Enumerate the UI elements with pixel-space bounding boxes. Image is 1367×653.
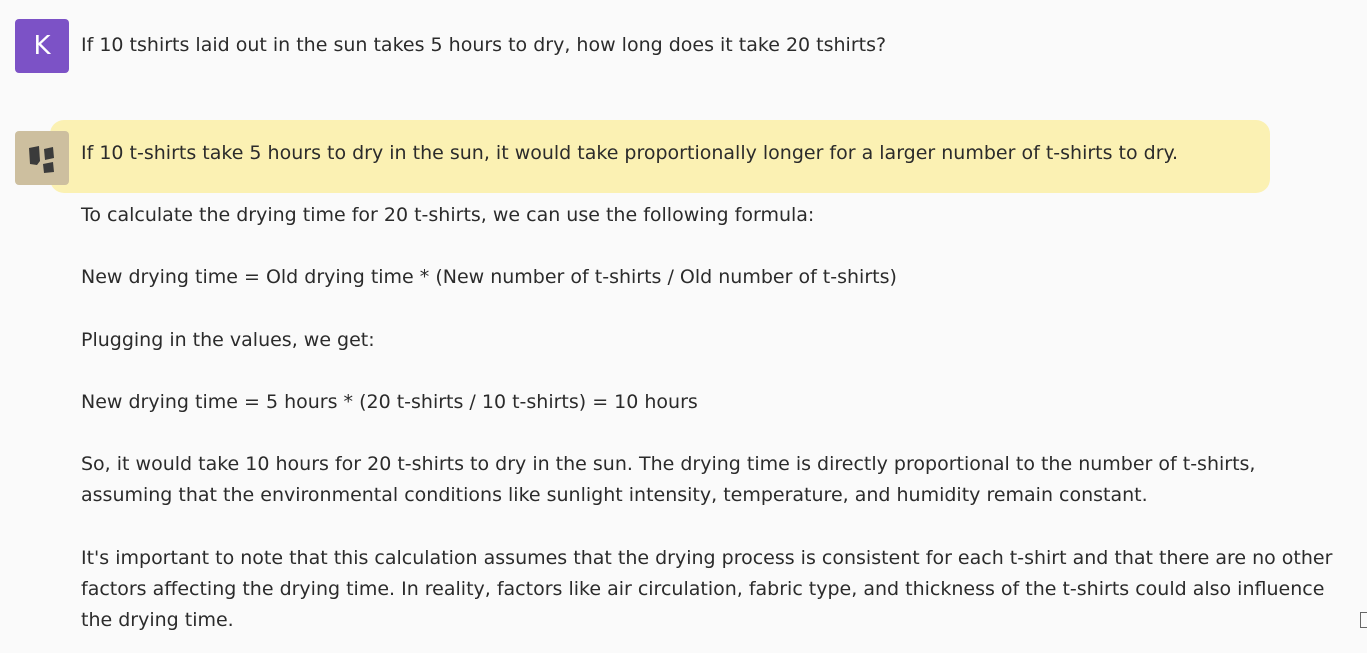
user-message-text: If 10 tshirts laid out in the sun takes 5 hours to dry, how long does it take 20 tshirts? — [81, 34, 887, 56]
response-paragraph-5: New drying time = 5 hours * (20 t-shirts / 10 t-shirts) = 10 hours — [81, 391, 698, 413]
bot-avatar-icon — [15, 131, 69, 185]
response-paragraph-2: To calculate the drying time for 20 t-shirts, we can use the following formula: — [81, 204, 815, 226]
response-paragraph-6: So, it would take 10 hours for 20 t-shirts to dry in the sun. The drying time is directly proportional to the number of t-shirts, assuming that the environmental conditions like sunlight intensity, temperature, and humidity remain constant. — [81, 453, 1262, 506]
scroll-indicator[interactable] — [1360, 612, 1367, 628]
response-paragraph-4: Plugging in the values, we get: — [81, 329, 375, 351]
response-paragraph-3: New drying time = Old drying time * (New number of t-shirts / Old number of t-shirts) — [81, 266, 897, 288]
user-avatar: K — [15, 19, 69, 73]
response-paragraph-7: It's important to note that this calculation assumes that the drying process is consistent for each t-shirt and that there are no other factors affecting the drying time. In reality, factors like air circulation, fabric type, and thickness of the t-shirts could also influence the drying time. — [81, 547, 1339, 631]
response-paragraph-1: If 10 t-shirts take 5 hours to dry in the sun, it would take proportionally longer for a larger number of t-shirts to dry. — [81, 142, 1179, 164]
